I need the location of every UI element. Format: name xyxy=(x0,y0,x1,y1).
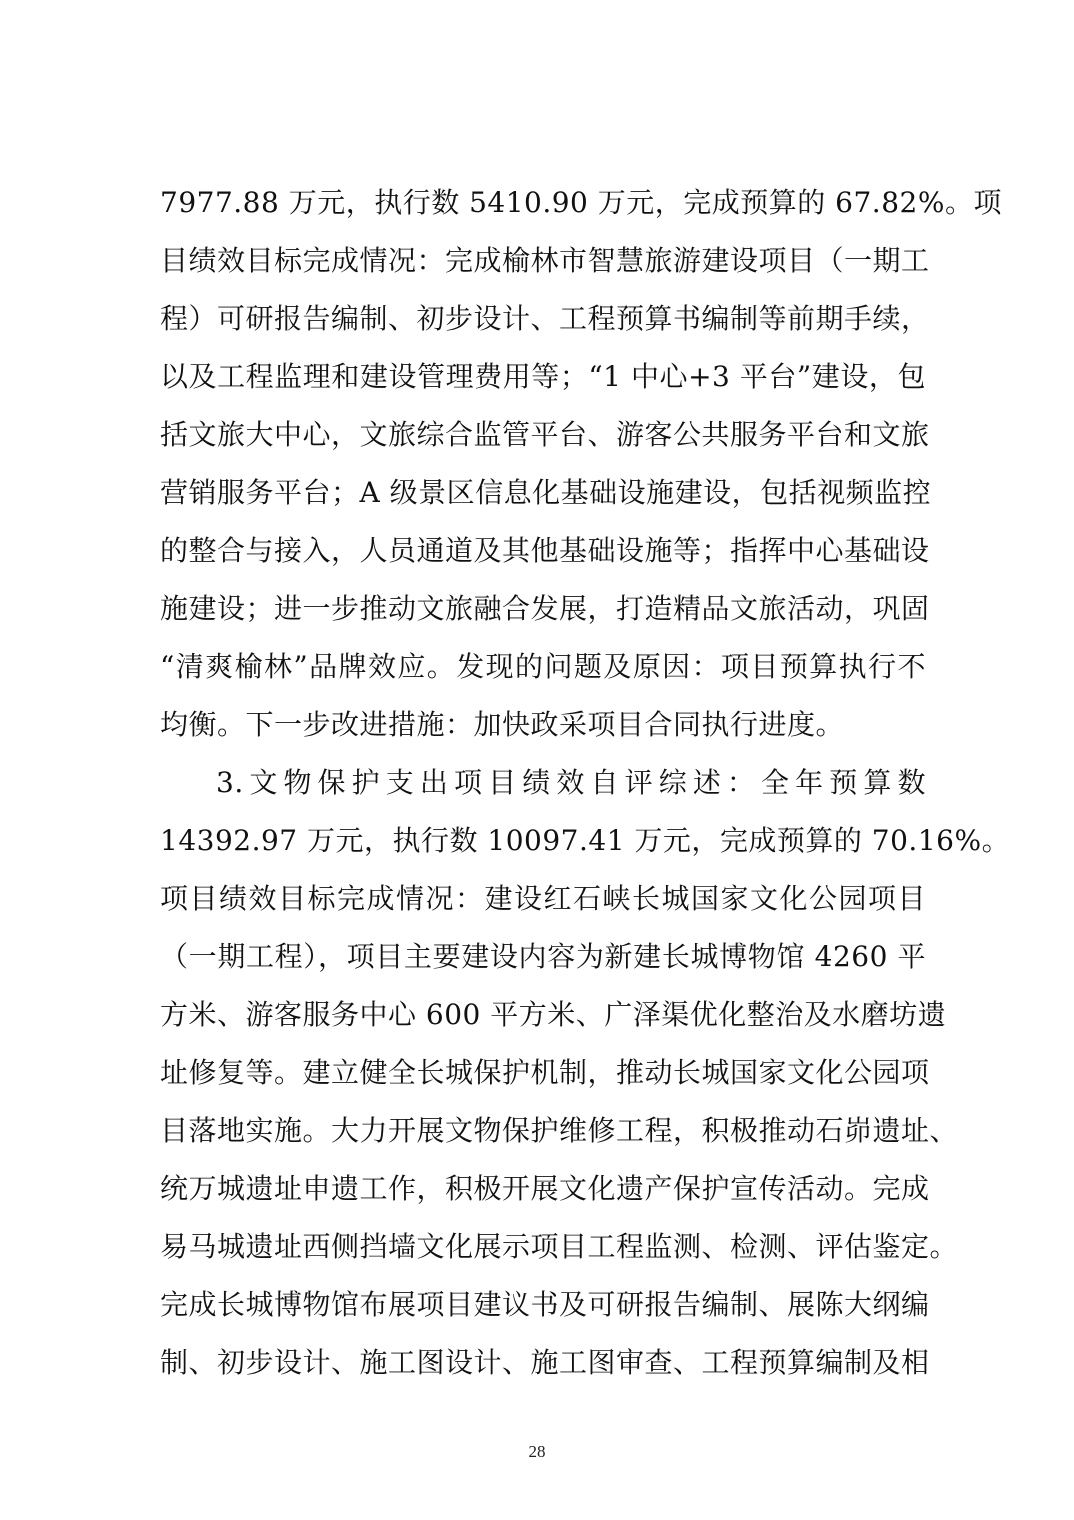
page-number: 28 xyxy=(528,1442,546,1461)
text-line: 项目绩效目标完成情况：建设红石峡长城国家文化公园项目 xyxy=(160,882,926,915)
text-line: 7977.88 万元，执行数 5410.90 万元，完成预算的 67.82%。项 xyxy=(160,186,1002,219)
text-line: “清爽榆林”品牌效应。发现的问题及原因：项目预算执行不 xyxy=(160,650,926,683)
text-line: 的整合与接入，人员通道及其他基础设施等；指挥中心基础设 xyxy=(160,534,930,567)
text-line: 程）可研报告编制、初步设计、工程预算书编制等前期手续， xyxy=(160,302,930,335)
text-line: 完成长城博物馆布展项目建议书及可研报告编制、展陈大纲编 xyxy=(160,1288,930,1321)
text-line: 址修复等。建立健全长城保护机制，推动长城国家文化公园项 xyxy=(160,1056,930,1089)
text-line: 14392.97 万元，执行数 10097.41 万元，完成预算的 70.16%。 xyxy=(160,824,1011,857)
paragraph-3-first-line: 3.文物保护支出项目绩效自评综述：全年预算数 xyxy=(216,766,926,799)
text-line: 目落地实施。大力开展文物保护维修工程，积极推动石峁遗址、 xyxy=(160,1114,959,1147)
text-line: 目绩效目标完成情况：完成榆林市智慧旅游建设项目（一期工 xyxy=(160,244,930,277)
body-text xyxy=(160,174,1011,1392)
text-line: 施建设；进一步推动文旅融合发展，打造精品文旅活动，巩固 xyxy=(160,592,930,625)
text-line: 方米、游客服务中心 600 平方米、广泽渠优化整治及水磨坊遗 xyxy=(160,998,947,1031)
text-line: 括文旅大中心，文旅综合监管平台、游客公共服务平台和文旅 xyxy=(160,418,930,451)
text-line: 制、初步设计、施工图设计、施工图审查、工程预算编制及相 xyxy=(160,1346,930,1379)
text-line: 营销服务平台；A 级景区信息化基础设施建设，包括视频监控 xyxy=(160,476,932,509)
text-line: （一期工程），项目主要建设内容为新建长城博物馆 4260 平 xyxy=(160,940,926,973)
text-line: 易马城遗址西侧挡墙文化展示项目工程监测、检测、评估鉴定。 xyxy=(160,1230,959,1263)
text-line: 均衡。下一步改进措施：加快政采项目合同执行进度。 xyxy=(160,708,845,741)
text-line: 以及工程监理和建设管理费用等；“1 中心+3 平台”建设，包 xyxy=(160,360,926,393)
text-line: 统万城遗址申遗工作，积极开展文化遗产保护宣传活动。完成 xyxy=(160,1172,930,1205)
